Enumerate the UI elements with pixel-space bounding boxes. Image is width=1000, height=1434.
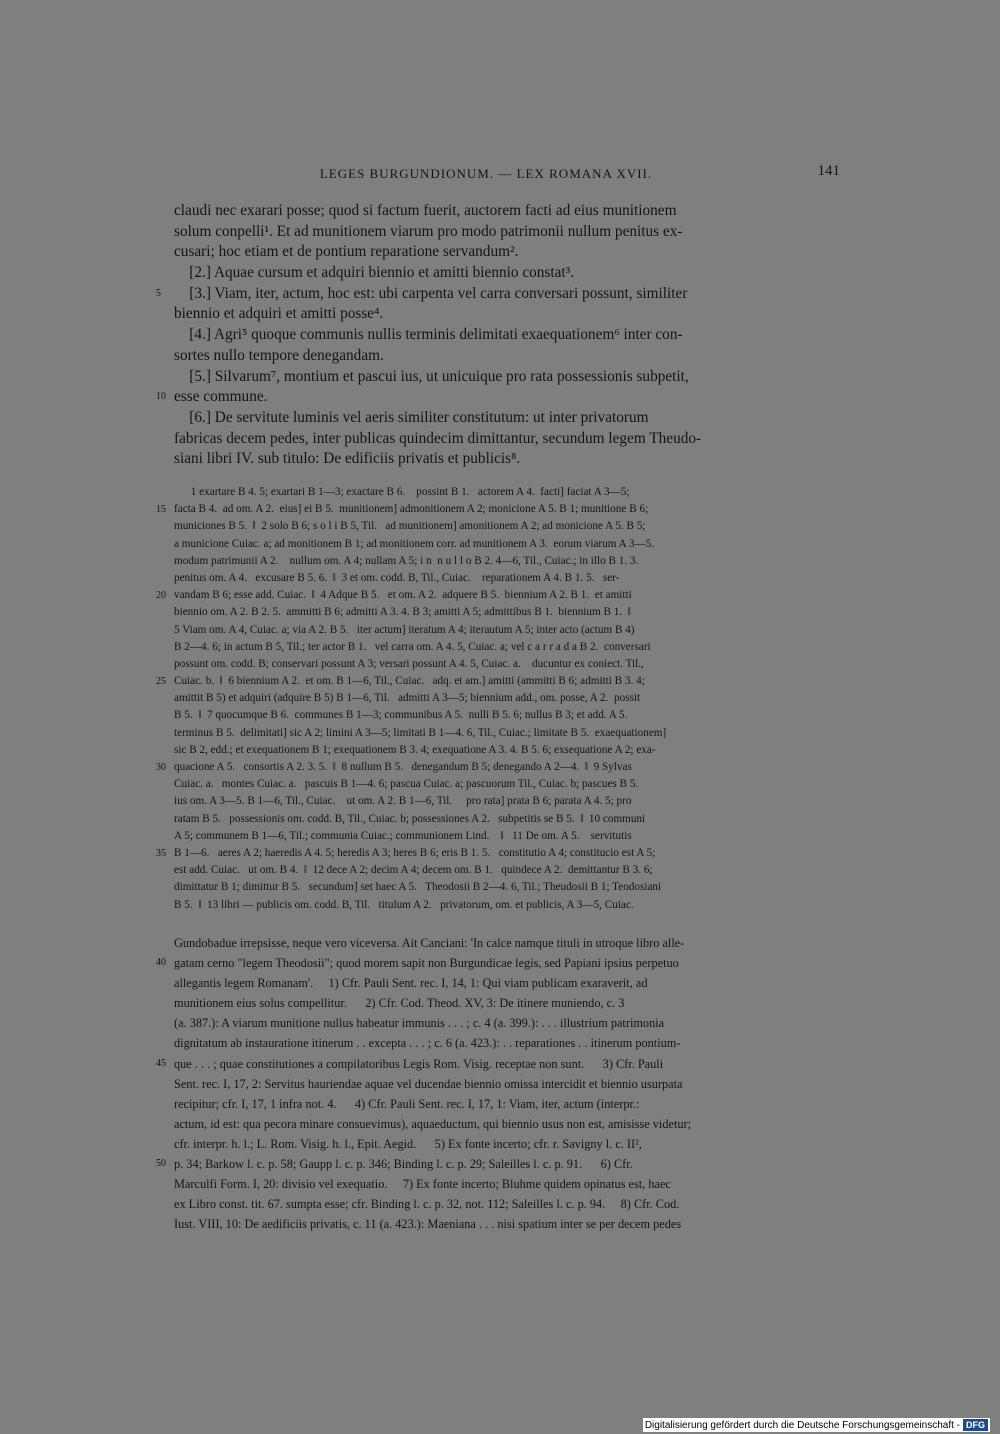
line-text: municiones B 5. ‖ 2 solo B 6; s o l i B 5, Til. ad munitionem] amonitionem A 2; ad monicione A 5. B 5; (174, 520, 646, 533)
line-text: Gundobadue irrepsisse, neque vero viceversa. Ait Canciani: 'In calce namque tituli in utroque libro alle- (174, 936, 685, 950)
note-line (174, 1134, 838, 1154)
apparatus-line (174, 707, 838, 724)
line-text: vandam B 6; esse add. Cuiac. ‖ 4 Adque B 5. et om. A 2. adquere B 5. biennium A 2. B 1. et amitti (174, 589, 632, 602)
line-text: siani libri IV. sub titulo: De edificiis privatis et publicis⁸. (174, 450, 521, 468)
line-number: 5 (156, 287, 161, 299)
apparatus-line (174, 828, 838, 845)
apparatus-line (156, 673, 838, 690)
text-line (174, 346, 838, 367)
page-header (172, 163, 840, 189)
line-text: [4.] Agri⁵ quoque communis nullis terminis delimitati exaequationem⁶ inter con- (174, 326, 683, 344)
line-text: (a. 387.): A viarum munitione nullus habeatur immunis . . . ; c. 4 (a. 399.): . . . illustrium patrimonia (174, 1016, 665, 1031)
note-line (174, 1013, 838, 1033)
apparatus-line (174, 536, 838, 553)
line-text: Sent. rec. I, 17, 2: Servitus hauriendae aquae vel ducendae biennio omissa intercidit et biennio usurpata (174, 1076, 683, 1091)
line-text: esse commune. (174, 388, 268, 406)
line-text: quacione A 5. consortis A 2. 3. 5. ‖ 8 nullum B 5. denegandum B 5; denegando A 2—4. ‖ 9 Sylvas (174, 761, 632, 773)
text-line (174, 367, 838, 388)
text-line (174, 408, 838, 429)
note-line (174, 1214, 838, 1234)
line-text: ius om. A 3—5. B 1—6, Til., Cuiac. ut om. A 2. B 1—6, Til. pro rata] prata B 6; parata A 4. 5; pro (174, 795, 632, 808)
line-text: [3.] Viam, iter, actum, hoc est: ubi carpenta vel carra conversari possunt, similiter (174, 284, 688, 302)
line-text: 1 exartare B 4. 5; exartari B 1—3; exactare B 6. possint B 1. actorem A 4. facti] faciat A 3—5; (174, 486, 630, 498)
main-text (156, 201, 838, 470)
line-number: 30 (156, 762, 166, 773)
line-text: fabricas decem pedes, inter publicas quindecim dimittantur, secundum legem Theudo- (174, 429, 702, 447)
line-text: solum conpelli¹. Et ad munitionem viarum pro modo patrimonii nullum penitus ex- (174, 222, 683, 240)
apparatus-line (156, 587, 838, 604)
page-number: 141 (817, 163, 840, 179)
line-text: A 5; communem B 1—6, Til.; communia Cuiac.; communionem Lind. ‖ 11 De om. A 5. servitutis (174, 829, 632, 842)
apparatus-line (174, 897, 838, 914)
line-text: penitus om. A 4. excusare B 5. 6. ‖ 3 et om. codd. B, Til., Cuiac. reparationem A 4. B 1. 5. ser- (174, 571, 620, 584)
apparatus-line (174, 811, 838, 828)
line-text: possunt om. codd. B; conservari possunt A 3; versari possunt A 4. 5, Cuiac. a. ducuntur ex coniect. Til., (174, 657, 644, 670)
apparatus-line (174, 725, 838, 742)
line-text: gatam cerno "legem Theodosii"; quod morem sapit non Burgundicae legis, sed Papiani ipsius perpetuo (174, 956, 679, 971)
apparatus-line (174, 879, 838, 896)
line-text: facta B 4. ad om. A 2. eius] ei B 5. munitionem] admonitionem A 2; monicione A 5. B 1; munitione B 6; (174, 503, 649, 516)
line-number: 50 (156, 1158, 166, 1170)
apparatus-line (174, 604, 838, 621)
note-line (174, 933, 838, 953)
apparatus-line (174, 484, 838, 501)
line-text: recipitur; cfr. I, 17, 1 infra not. 4. 4) Cfr. Pauli Sent. rec. I, 17, 1: Viam, iter, actum (interpr.: (174, 1096, 640, 1111)
line-text: Iust. VIII, 10: De aedificiis privatis, c. 11 (a. 423.): Maeniana . . . nisi spatium inter se per decem pedes (174, 1217, 682, 1232)
line-text: amittit B 5) et adquiri (adquire B 5) B 1—6, Til. admitti A 3—5; biennium add., om. posse, A 2. possit (174, 692, 641, 705)
text-line (174, 304, 838, 325)
text-line (174, 449, 838, 470)
line-text: [5.] Silvarum⁷, montium et pascui ius, ut unicuique pro rata possessionis subpetit, (174, 367, 689, 385)
line-text: Cuiac. a. montes Cuiac. a. pascuis B 1—4. 6; pascua Cuiac. a; pascuorum Til., Cuiac. b; pascues B 5. (174, 778, 639, 791)
text-line (174, 201, 838, 222)
line-text: dignitatum ab instauratione itinerum . . excepta . . . ; c. 6 (a. 423.): . . reparationes . . itinerum pontium- (174, 1036, 681, 1051)
line-text: est add. Cuiac. ut om. B 4. ‖ 12 dece A 2; decim A 4; decem om. B 1. quindece A 2. demittantur B 3. 6; (174, 864, 653, 877)
text-line (174, 242, 838, 263)
line-text: actum, id est: qua pecora minare consuevimus), aquaeductum, qui biennio usus non est, amisisse videtur; (174, 1116, 692, 1131)
note-line (156, 953, 838, 973)
apparatus-line (156, 759, 838, 776)
footnotes (156, 933, 838, 1234)
text-line (156, 387, 838, 408)
note-line (174, 1114, 838, 1134)
text-line (174, 222, 838, 243)
apparatus-line (174, 553, 838, 570)
line-text: biennio om. A 2. B 2. 5. ammitti B 6; admitti A 3. 4. B 3; amitti A 5; admittibus B 1. biennium B 1. ‖ (174, 606, 631, 619)
line-text: Cuiac. b. ‖ 6 biennium A 2. et om. B 1—6, Til., Cuiac. adq. et am.] amitti (ammitti B 6; admitti B 3. 4; (174, 675, 645, 688)
note-line (174, 993, 838, 1013)
line-text: [6.] De servitute luminis vel aeris similiter constitutum: ut inter privatorum (174, 408, 649, 426)
line-number: 25 (156, 676, 166, 688)
line-text: B 5. ‖ 7 quocumque B 6. communes B 1—3; communibus A 5. nulli B 5. 6; nullus B 3; et add. A 5. (174, 709, 628, 722)
line-text: sortes nullo tempore denegandam. (174, 346, 384, 364)
line-text: terminus B 5. delimitati] sic A 2; limini A 3—5; limitati B 1—4. 6, Til., Cuiac.; limitate B 5. exaequationem] (174, 726, 667, 739)
text-line (174, 429, 838, 450)
apparatus-line (174, 742, 838, 759)
line-text: cusari; hoc etiam et de pontium reparatione servandum². (174, 243, 519, 261)
apparatus-line (174, 862, 838, 879)
apparatus-line (174, 622, 838, 639)
line-text: a municione Cuiac. a; ad monitionem B 1; ad monitionem corr. ad munitionem A 3. eorum viarum A 3—5. (174, 537, 655, 550)
note-line (174, 1094, 838, 1114)
line-text: B 5. ‖ 13 libri — publicis om. codd. B, Til. titulum A 2. privatorum, om. et publicis, A 3—5, Cuiac. (174, 898, 634, 911)
dfg-logo: DFG (963, 1419, 988, 1431)
line-text: p. 34; Barkow l. c. p. 58; Gaupp l. c. p. 346; Binding l. c. p. 29; Saleilles l. c. p. 91. 6) Cfr. (174, 1157, 633, 1172)
line-number: 10 (156, 391, 166, 403)
apparatus-line (156, 501, 838, 518)
line-text: B 2—4. 6; in actum B 5, Til.; ter actor B 1. vel carra om. A 4. 5, Cuiac. a; vel c a r r a d a B 2. conversari (174, 640, 651, 653)
line-text: biennio et adquiri et amitti posse⁴. (174, 305, 384, 323)
apparatus-line (174, 656, 838, 673)
line-text: dimittatur B 1; dimittur B 5. secundum] set haec A 5. Theodosii B 2—4. 6, Til.; Theudosii B 1; Teodosiani (174, 881, 662, 894)
line-number: 15 (156, 504, 166, 516)
text-line (156, 284, 838, 305)
line-text: 5 Viam om. A 4, Cuiac. a; via A 2. B 5. iter actum] iteratum A 4; iterautum A 5; inter acto (actum B 4) (174, 623, 635, 636)
line-text: ratam B 5. possessionis om. codd. B, Til., Cuiac. b; possessiones A 2. subpetitis se B 5. ‖ 10 communi (174, 812, 646, 825)
apparatus-line (174, 793, 838, 810)
line-text: Marculfi Form. I, 20: divisio vel exequatio. 7) Ex fonte incerto; Bluhme quidem opinatus est, haec (174, 1177, 671, 1192)
line-text: B 1—6. aeres A 2; haeredis A 4. 5; heredis A 3; heres B 6; eris B 1. 5. constitutio A 4; constitucio est A 5; (174, 846, 656, 859)
running-head: LEGES BURGUNDIONUM. — LEX ROMANA XVII. (319, 166, 653, 181)
apparatus-line (174, 518, 838, 535)
line-text: sic B 2, edd.; et exequationem B 1; exequationem B 3. 4; exequatione A 3. 4. B 5. 6; exsequatione A 2; exa- (174, 743, 656, 756)
footer-text: Digitalisierung gefördert durch die Deutsche Forschungsgemeinschaft - (644, 1419, 960, 1431)
note-line (174, 1174, 838, 1194)
line-number: 20 (156, 590, 166, 602)
apparatus-line (156, 845, 838, 862)
text-line (174, 263, 838, 284)
line-text: [2.] Aquae cursum et adquiri biennio et amitti biennio constat³. (174, 264, 575, 282)
line-text: ex Libro const. tit. 67. sumpta esse; cfr. Binding l. c. p. 32, not. 112; Saleilles l. c. p. 94. 8) Cfr. Cod. (174, 1197, 680, 1212)
apparatus-line (174, 570, 838, 587)
line-text: claudi nec exarari posse; quod si factum fuerit, auctorem facti ad eius munitionem (174, 202, 677, 219)
note-line (156, 1154, 838, 1174)
critical-apparatus (156, 484, 838, 914)
apparatus-line (174, 776, 838, 793)
line-number: 35 (156, 847, 166, 859)
apparatus-line (174, 690, 838, 707)
note-line (174, 1033, 838, 1053)
line-text: modum patrimunii A 2. nullum om. A 4; nullam A 5; i n n u l l o B 2. 4—6, Til., Cuiac.; in illo B 1. 3. (174, 554, 639, 567)
apparatus-line (174, 639, 838, 656)
line-text: que . . . ; quae constitutiones a compilatoribus Legis Rom. Visig. receptae non sunt. 3) Cfr. Pauli (174, 1056, 664, 1071)
note-line (156, 1054, 838, 1074)
note-line (174, 973, 838, 993)
line-number: 45 (156, 1057, 166, 1069)
line-text: munitionem eius solus compellitur. 2) Cfr. Cod. Theod. XV, 3: De itinere muniendo, c. 3 (174, 996, 625, 1011)
line-number: 40 (156, 957, 166, 969)
note-line (174, 1074, 838, 1094)
line-text: allegantis legem Romanam'. 1) Cfr. Pauli Sent. rec. I, 14, 1: Qui viam publicam exaraverit, ad (174, 976, 648, 991)
note-line (174, 1194, 838, 1214)
digitization-footer (643, 1418, 990, 1432)
text-line (174, 325, 838, 346)
line-text: cfr. interpr. h. l.; L. Rom. Visig. h. l., Epit. Aegid. 5) Ex fonte incerto; cfr. r. Savigny l. c. II², (174, 1136, 642, 1151)
